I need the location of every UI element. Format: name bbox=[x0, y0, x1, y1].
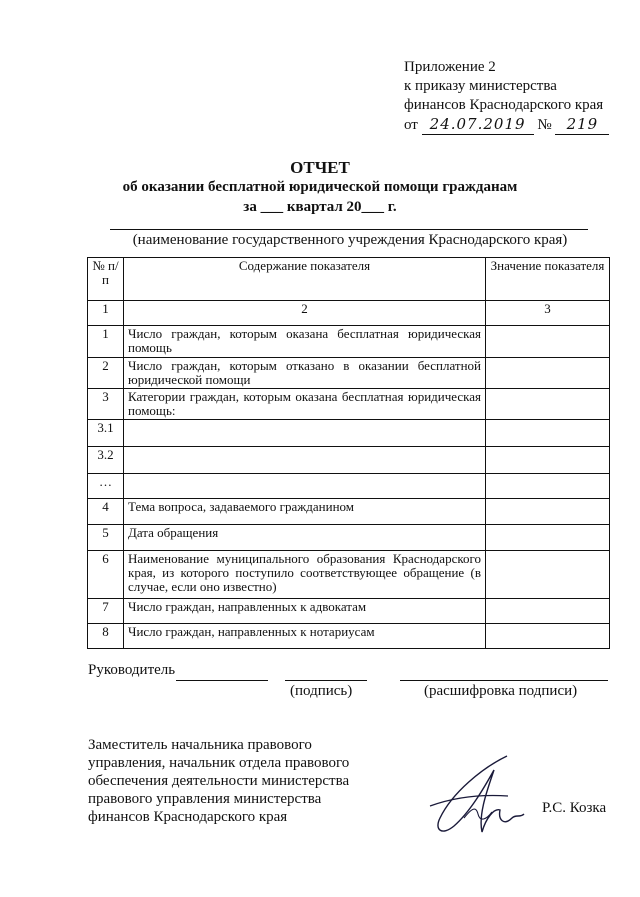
signature-line bbox=[285, 680, 367, 681]
row-num: 2 bbox=[88, 358, 124, 389]
report-period: за ___ квартал 20___ г. bbox=[243, 199, 397, 215]
appendix-date-row bbox=[404, 115, 609, 135]
table-row bbox=[88, 447, 610, 474]
row-text: Число граждан, которым отказано в оказании бесплатной юридической помощи bbox=[124, 358, 486, 389]
row-value bbox=[486, 420, 610, 447]
header-num: № п/п bbox=[88, 258, 124, 301]
row-num: 3.2 bbox=[88, 447, 124, 474]
row-num: 3 bbox=[88, 389, 124, 420]
report-table bbox=[87, 257, 610, 649]
signer-name: Р.С. Козка bbox=[542, 800, 607, 816]
row-num: 1 bbox=[88, 326, 124, 358]
table-row bbox=[88, 474, 610, 499]
row-num: 8 bbox=[88, 624, 124, 649]
row-num: 3.1 bbox=[88, 420, 124, 447]
appendix-line-1: Приложение 2 bbox=[404, 59, 496, 75]
signer-position-line-1: Заместитель начальника правового bbox=[88, 737, 312, 753]
table-row bbox=[88, 326, 610, 358]
appendix-line-2: к приказу министерства bbox=[404, 78, 557, 94]
signer-position-line-5: финансов Краснодарского края bbox=[88, 809, 288, 825]
row-text bbox=[124, 420, 486, 447]
handwritten-signature bbox=[412, 748, 542, 848]
signer-position-line-2: управления, начальник отдела правового bbox=[88, 755, 350, 771]
table-row bbox=[88, 420, 610, 447]
head-label: Руководитель bbox=[88, 662, 176, 678]
appendix-number-label: № bbox=[537, 117, 552, 133]
row-text: Наименование муниципального образования Краснодарского края, из которого поступило соответствующее обращение (в случае, если оно известно) bbox=[124, 551, 486, 599]
appendix-number: 219 bbox=[555, 115, 609, 135]
row-value bbox=[486, 624, 610, 649]
header-content: Содержание показателя bbox=[124, 258, 486, 301]
table-row bbox=[88, 499, 610, 525]
table-row bbox=[88, 551, 610, 599]
table-row bbox=[88, 358, 610, 389]
row-num: 5 bbox=[88, 525, 124, 551]
table-row bbox=[88, 389, 610, 420]
row-num: 7 bbox=[88, 599, 124, 624]
appendix-block bbox=[404, 58, 609, 135]
row-value bbox=[486, 599, 610, 624]
index-col-3: 3 bbox=[486, 301, 610, 326]
appendix-date: 24.07.2019 bbox=[422, 115, 534, 135]
decode-line bbox=[400, 680, 608, 681]
signer-position-line-3: обеспечения деятельности министерства bbox=[88, 773, 350, 789]
row-text bbox=[124, 447, 486, 474]
row-num: … bbox=[88, 474, 124, 499]
row-text: Тема вопроса, задаваемого гражданином bbox=[124, 499, 486, 525]
row-text: Число граждан, направленных к адвокатам bbox=[124, 599, 486, 624]
signature-caption: (подпись) bbox=[290, 683, 353, 699]
institution-caption: (наименование государственного учреждения Краснодарского края) bbox=[132, 232, 568, 248]
row-value bbox=[486, 525, 610, 551]
row-text: Дата обращения bbox=[124, 525, 486, 551]
row-num: 6 bbox=[88, 551, 124, 599]
row-text bbox=[124, 474, 486, 499]
institution-line bbox=[110, 229, 588, 230]
row-text: Категории граждан, которым оказана бесплатная юридическая помощь: bbox=[124, 389, 486, 420]
row-value bbox=[486, 499, 610, 525]
report-title: ОТЧЕТ bbox=[290, 158, 350, 177]
appendix-line-3: финансов Краснодарского края bbox=[404, 97, 604, 113]
table-row bbox=[88, 599, 610, 624]
row-text: Число граждан, направленных к нотариусам bbox=[124, 624, 486, 649]
row-text: Число граждан, которым оказана бесплатная юридическая помощь bbox=[124, 326, 486, 358]
signer-position bbox=[88, 736, 349, 826]
decode-caption: (расшифровка подписи) bbox=[424, 683, 578, 699]
index-col-1: 1 bbox=[88, 301, 124, 326]
row-value bbox=[486, 551, 610, 599]
row-num: 4 bbox=[88, 499, 124, 525]
row-value bbox=[486, 474, 610, 499]
index-col-2: 2 bbox=[124, 301, 486, 326]
signer-position-line-4: правового управления министерства bbox=[88, 791, 322, 807]
table-header-row bbox=[88, 258, 610, 301]
report-subtitle: об оказании бесплатной юридической помощи гражданам bbox=[122, 179, 518, 195]
head-position-line bbox=[176, 680, 268, 681]
row-value bbox=[486, 389, 610, 420]
row-value bbox=[486, 447, 610, 474]
table-row bbox=[88, 525, 610, 551]
table-row bbox=[88, 624, 610, 649]
header-value: Значение показателя bbox=[486, 258, 610, 301]
table-index-row bbox=[88, 301, 610, 326]
appendix-from-label: от bbox=[404, 117, 418, 133]
row-value bbox=[486, 326, 610, 358]
row-value bbox=[486, 358, 610, 389]
